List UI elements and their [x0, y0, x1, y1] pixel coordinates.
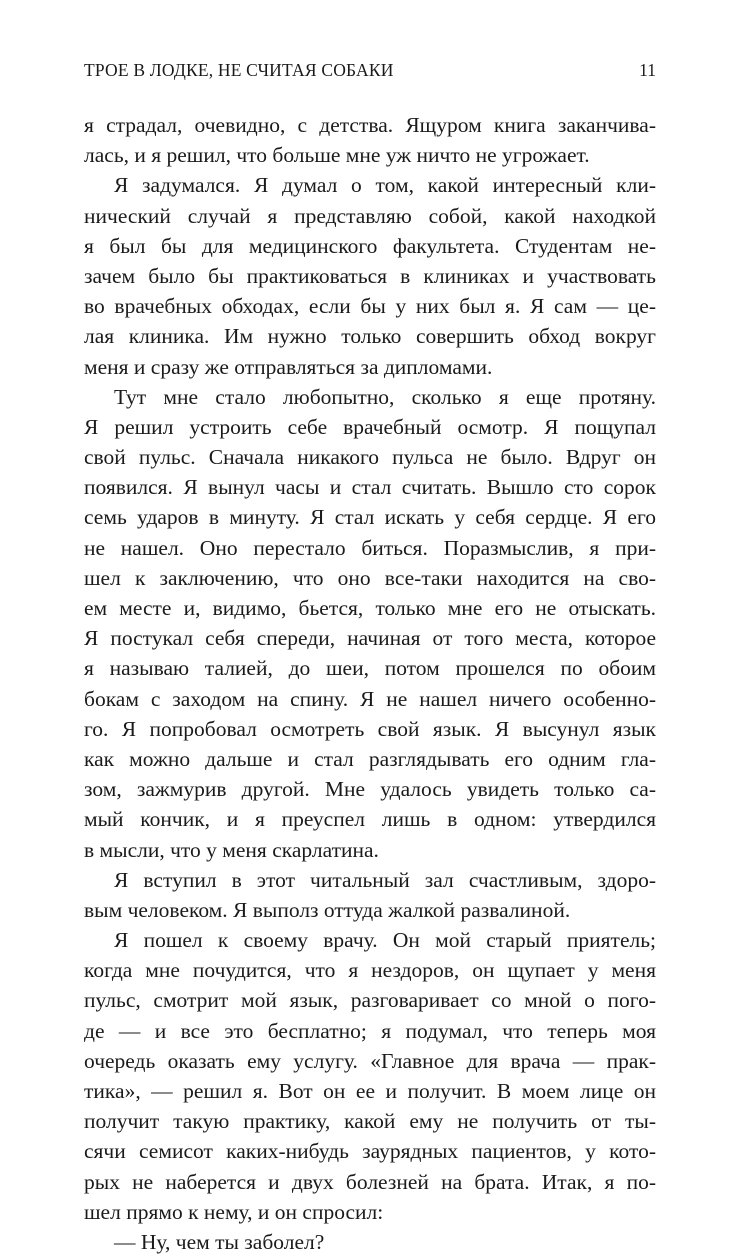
text-line: не нашел. Оно перестало биться. Поразмыслив, я при- [84, 535, 656, 560]
page-number: 11 [639, 60, 656, 80]
text-line: Я постукал себя спереди, начиная от того места, которое [84, 626, 656, 651]
text-line: вым человеком. Я выполз оттуда жалкой развалиной. [84, 897, 571, 922]
text-line: я называю талией, до шеи, потом прошелся по обоим [84, 656, 656, 681]
text-line: рых не наберется и двух болезней на брата. Итак, я по- [84, 1169, 656, 1194]
text-line: тика», — решил я. Вот он ее и получит. В моем лице он [84, 1079, 656, 1103]
text-line: Я вступил в этот читальный зал счастливым, здоро- [114, 867, 656, 892]
text-line: шел прямо к нему, и он спросил: [84, 1199, 384, 1224]
text-line: зом, зажмурив другой. Мне удалось увидеть только са- [84, 777, 656, 802]
text-line: де — и все это бесплатно; я подумал, что теперь моя [84, 1018, 656, 1043]
text-line: мый кончик, и я преуспел лишь в одном: утвердился [84, 807, 656, 832]
book-title: ТРОЕ В ЛОДКЕ, НЕ СЧИТАЯ СОБАКИ [84, 60, 394, 80]
text-line: Я задумался. Я думал о том, какой интересный кли- [114, 173, 656, 198]
text-line: бокам с заходом на спину. Я не нашел ничего особенно- [84, 686, 656, 711]
text-line: лась, и я решил, что больше мне уж ничто не угрожает. [84, 143, 590, 168]
text-line: — Ну, чем ты заболел? [114, 1229, 325, 1254]
text-line: меня и сразу же отправляться за дипломами. [84, 354, 493, 379]
text-line: Тут мне стало любопытно, сколько я еще протяну. [114, 384, 656, 409]
text-line: я был бы для медицинского факультета. Студентам не- [84, 233, 656, 258]
text-line: семь ударов в минуту. Я стал искать у себя сердце. Я его [84, 505, 656, 530]
text-line: сячи семисот каких-нибудь заурядных пациентов, у кото- [84, 1139, 656, 1164]
text-line: шел к заключению, что оно все-таки находится на сво- [84, 565, 656, 590]
text-line: лая клиника. Им нужно только совершить обход вокруг [84, 324, 656, 349]
running-header [84, 60, 656, 84]
text-line: я страдал, очевидно, с детства. Ящуром книга заканчива- [84, 113, 656, 137]
text-line: Я пошел к своему врачу. Он мой старый приятель; [114, 928, 656, 953]
text-line: го. Я попробовал осмотреть свой язык. Я высунул язык [84, 716, 656, 741]
text-line: когда мне почудится, что я нездоров, он щупает у меня [84, 958, 656, 983]
text-line: во врачебных обходах, если бы у них был я. Я сам — це- [84, 294, 656, 319]
text-line: ем месте и, видимо, бьется, только мне его не отыскать. [84, 596, 656, 620]
text-line: как можно дальше и стал разглядывать его одним гла- [84, 746, 656, 771]
text-line: нический случай я представляю собой, какой находкой [84, 203, 656, 228]
text-line: Я решил устроить себе врачебный осмотр. Я пощупал [84, 414, 656, 439]
text-line: получит такую практику, какой ему не получить от ты- [84, 1109, 656, 1134]
text-line: очередь оказать ему услугу. «Главное для врача — прак- [84, 1048, 656, 1073]
text-line: зачем было бы практиковаться в клиниках и участвовать [84, 263, 656, 288]
text-line: свой пульс. Сначала никакого пульса не было. Вдруг он [84, 445, 656, 470]
text-line: в мысли, что у меня скарлатина. [84, 837, 379, 862]
body-text [84, 110, 656, 1257]
text-line: пульс, смотрит мой язык, разговаривает со мной о пого- [84, 988, 656, 1013]
text-line: появился. Я вынул часы и стал считать. Вышло сто сорок [84, 475, 656, 500]
